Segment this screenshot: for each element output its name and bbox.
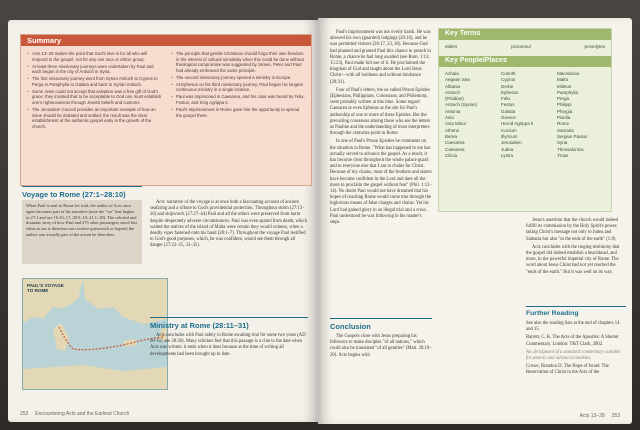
key-place: (Pisidian) xyxy=(445,96,464,102)
further-reading-annotation: An abridgment of a standard commentary suitable for pastors and advanced students. xyxy=(526,349,621,362)
key-place: Caesarea xyxy=(445,146,465,152)
voyage-paragraph: Acts' narrative of the voyage is at once both a fascinating account of ancient seafaring and a tribute to God's providential protection. Throughout storm (27:13–26) and shipwreck (27:27–44) Paul and all the others were preserved from harm despite desperately adverse circumstances. Paul was even spared from death, which waited the natives of the island of Malta were certain they would witness, when a deadly viper fastened onto his hand (28:1–7). Throughout the voyage Paul testified to God's good purposes, which, he was confident, would see them through all danger (27:22–25, 33–35). xyxy=(150,200,307,249)
summary-item: • The first missionary journey went from Syrian Antioch to Cyprus to Perga in Pamphylia to Galatia and back to Syrian Antioch. xyxy=(27,76,163,87)
right-page-number: 253 xyxy=(611,413,620,419)
body-paragraph: Paul's imprisonment was not overly harsh. He was allowed his own (guarded) lodgings (28:16), and he was permitted visitors (28:17, 23, 30). Because God had planned and granted Paul this chance to preach in Rome, a chance he had long awaited (see Rom. 1:13; 15:23), Paul made full use of it. He proclaimed the kingdom of God and taught about the Lord Jesus Christ—with all boldness and without hindrance (28:31). xyxy=(330,30,431,85)
key-place: Pisidia xyxy=(557,115,571,121)
summary-list-right xyxy=(171,51,305,119)
key-place: Galatia xyxy=(501,108,516,114)
key-place: Iconium xyxy=(501,127,517,133)
map-land-italy xyxy=(53,323,69,351)
rome-paragraph: Acts concludes with Paul safely in Rome awaiting trial for some two years (AD 60–62; see 28:30). Many scholars feel that this passage is a clue to the date when Acts was written: it ends when it does because at the time of writing all developments had been brought up to date. xyxy=(150,333,306,357)
summary-item: • Acts 13–28 makes the point that God's love is for all who will respond to the gospel, not for any one race or ethnic group. xyxy=(27,51,163,62)
key-place: Ephesus xyxy=(501,89,519,95)
conclusion-text xyxy=(330,334,432,361)
rome-heading: Ministry at Rome (28:11–31) xyxy=(150,317,308,330)
left-page-number: 252 xyxy=(20,411,29,417)
key-place: Illyricum xyxy=(501,133,518,139)
key-terms-header xyxy=(439,29,611,40)
right-running-title: Acts 13–28 xyxy=(579,413,605,419)
voyage-heading: Voyage to Rome (27:1–28:10) xyxy=(22,186,142,199)
summary-item: • The second missionary journey opened a ministry in Europe. xyxy=(171,75,305,81)
key-place: Greece xyxy=(501,115,516,121)
body-paragraph: Four of Paul's letters, the so-called Prison Epistles (Ephesians, Philippians, Colossians, and Philemon), were probably written at this time. Some regard Caesarea or even Ephesus as the site for Paul's authorship of one or more of these Epistles. But the prevailing consensus among those who see the letters as Pauline and the understanding of most interpreters through the centuries point to Rome. xyxy=(330,87,431,137)
conclusion-heading: Conclusion xyxy=(330,318,432,331)
key-place: Sergius Paulus xyxy=(557,133,588,139)
key-place: Aegean Sea xyxy=(445,77,470,83)
key-place: Miletus xyxy=(557,83,572,89)
left-page xyxy=(8,20,318,422)
key-place: Macedonia xyxy=(557,71,580,76)
key-place: Pamphylia xyxy=(557,89,579,95)
key-people-col-2 xyxy=(501,71,553,159)
key-place: Philippi xyxy=(557,102,572,108)
right-page xyxy=(318,18,632,424)
voyage-sidebar: When Paul is sent to Rome for trial, the author of Acts once again becomes part of his narrative (note the "we" that begins in 27:1 and see 16:10–17; 20:5–15; 21:1–18). The colorful and dramatic story of how Paul and 275 other passengers stood fast when at sea is therefore not creative guesswork or legend; the author was actually part of the action he describes. xyxy=(22,200,142,264)
further-reading xyxy=(526,306,626,379)
summary-item: • Paul was imprisoned in Caesarea, and his case was heard by Felix, Festus, and King Agrippa II. xyxy=(171,94,305,105)
key-place: Berea xyxy=(445,133,458,139)
right-footer xyxy=(580,413,620,419)
key-terms-title: Key Terms xyxy=(445,30,481,37)
rome-text xyxy=(150,333,308,360)
key-place: Troas xyxy=(557,152,569,158)
map-illustration xyxy=(23,279,167,389)
summary-list-left xyxy=(27,51,163,131)
left-running-title: Encountering Acts and the Earliest Church xyxy=(35,411,130,417)
key-place: Malta xyxy=(557,77,569,83)
key-place: Samaria xyxy=(557,127,574,133)
key-place: Caesarea xyxy=(445,140,465,146)
further-reading-entry: Crowe, Brandon D. The Hope of Israel: The Reservation of Christ in the Acts of the xyxy=(526,364,609,376)
voyage-text xyxy=(150,200,308,252)
key-place: Rome xyxy=(557,121,570,127)
key-term: elders xyxy=(445,44,458,49)
key-place: Asia Minor xyxy=(445,121,467,127)
summary-item: • The Jerusalem Council provides an important example of how an issue should be debated and settled; the result was the clear establishment of the authentic gospel early in the growth of the church. xyxy=(27,107,163,129)
body-paragraph: Acts concludes with the ringing testimony that the gospel did indeed establish a beachhead, and more, in the powerful imperial city of Rome. The word about Jesus Christ had not yet reached the "ends of the earth." But it was well on its way. xyxy=(526,244,620,275)
key-place: Antioch (Syrian) xyxy=(445,102,478,108)
key-place: Cilicia xyxy=(445,152,458,158)
body-paragraph: Jesus's assertion that the church would indeed fulfill its commission by the Holy Spirit's power, taking Christ's message not only to Judea and Samaria but also "to the ends of the earth" (1:8). xyxy=(526,218,618,242)
right-column-2 xyxy=(526,218,626,278)
summary-item: • Paul's imprisonment in Rome gave him the opportunity to spread the gospel there. xyxy=(171,107,305,118)
key-place: Judea xyxy=(501,146,514,152)
key-place: Albania xyxy=(445,83,461,89)
further-reading-intro: See also the reading lists at the end of chapters 14 and 15. xyxy=(526,321,620,333)
key-place: Antonia xyxy=(445,108,461,114)
key-term: proselytes xyxy=(584,44,605,49)
key-people-col-3 xyxy=(557,71,609,159)
summary-item: • The principle that gentile Christians should forgo their own freedom in the interest of cultural sensitivity when this could be done without theological compromise was suggested by James, Peter and Paul had already embraced the same principle. xyxy=(171,51,305,73)
key-terms-list xyxy=(445,44,605,50)
summary-item: • At Ephesus on his third missionary journey, Paul began his longest continuous ministry in a single location. xyxy=(171,82,305,93)
further-reading-entry: Barrett, C. K. The Acts of the Apostles: A Shorter Commentary. London: T&T Clark, 2002. xyxy=(526,335,619,347)
key-term: proconsul xyxy=(511,44,531,49)
key-place: Antioch xyxy=(445,89,461,95)
key-terms-box xyxy=(438,28,612,212)
further-reading-body xyxy=(526,321,626,377)
summary-header xyxy=(21,35,311,46)
body-paragraph: In one of Paul's Prison Epistles he comments on the situation in Rome. "What has happened to me has actually served to advance the gospel. As a result, it has become clear throughout the whole palace guard and to everyone else that I am in chains for Christ. Because of my chains, most of the brothers and sisters have become confident in the Lord and dare all the more to proclaim the gospel without fear" (Phil. 1:12–14). No doubt Paul would not have dreamed that his hopes of reaching Rome would come true through the inglorious means of false charges and chains. Yet his Lord had gained glory in an illegal trial and a cross. Paul understood he was following in his master's steps. xyxy=(330,139,432,226)
key-people-col-1 xyxy=(445,71,497,159)
key-people-header xyxy=(439,56,611,67)
key-place: Derbe xyxy=(501,83,514,89)
key-place: Athens xyxy=(445,127,460,133)
key-place: Felix xyxy=(501,96,511,102)
further-reading-title: Further Reading xyxy=(526,306,626,317)
summary-item: • Some Jews could not accept that salvation was a free gift of God's grace; they insisted that to be acceptable to God one must establish one's righteousness through Jewish beliefs and customs. xyxy=(27,89,163,106)
summary-title: Summary xyxy=(27,36,62,45)
key-place: Corinth xyxy=(501,71,516,76)
key-place: Jerusalem xyxy=(501,140,522,146)
key-place: Thessalonica xyxy=(557,146,584,152)
map-title: PAUL'S VOYAGE TO ROME xyxy=(27,283,64,294)
map-voyage-route xyxy=(59,327,163,350)
key-place: Asia xyxy=(445,115,454,121)
key-place: Syria xyxy=(557,140,568,146)
left-footer xyxy=(20,411,129,417)
summary-box xyxy=(20,34,312,186)
key-place: Cyprus xyxy=(501,77,516,83)
paul-voyage-map xyxy=(22,278,168,390)
key-place: Herod Agrippa II xyxy=(501,121,534,127)
key-place: Festus xyxy=(501,102,515,108)
summary-item: • At least three missionary journeys were undertaken by Paul and each began in the city of Antioch in Syria. xyxy=(27,64,163,75)
map-land-africa xyxy=(23,365,167,389)
key-place: Lystra xyxy=(501,152,514,158)
key-people-title: Key People/Places xyxy=(445,57,507,64)
conclusion-paragraph: The Gospels close with Jesus preparing his followers to make disciples "of all nations," which could also be translated "of all gentiles" (Matt. 28:19–20). Acts begins with xyxy=(330,334,432,358)
key-place: Perga xyxy=(557,96,570,102)
map-land-crete xyxy=(123,339,137,347)
key-place: Phrygia xyxy=(557,108,573,114)
key-place: Achaia xyxy=(445,71,459,76)
right-column-1 xyxy=(330,30,432,228)
